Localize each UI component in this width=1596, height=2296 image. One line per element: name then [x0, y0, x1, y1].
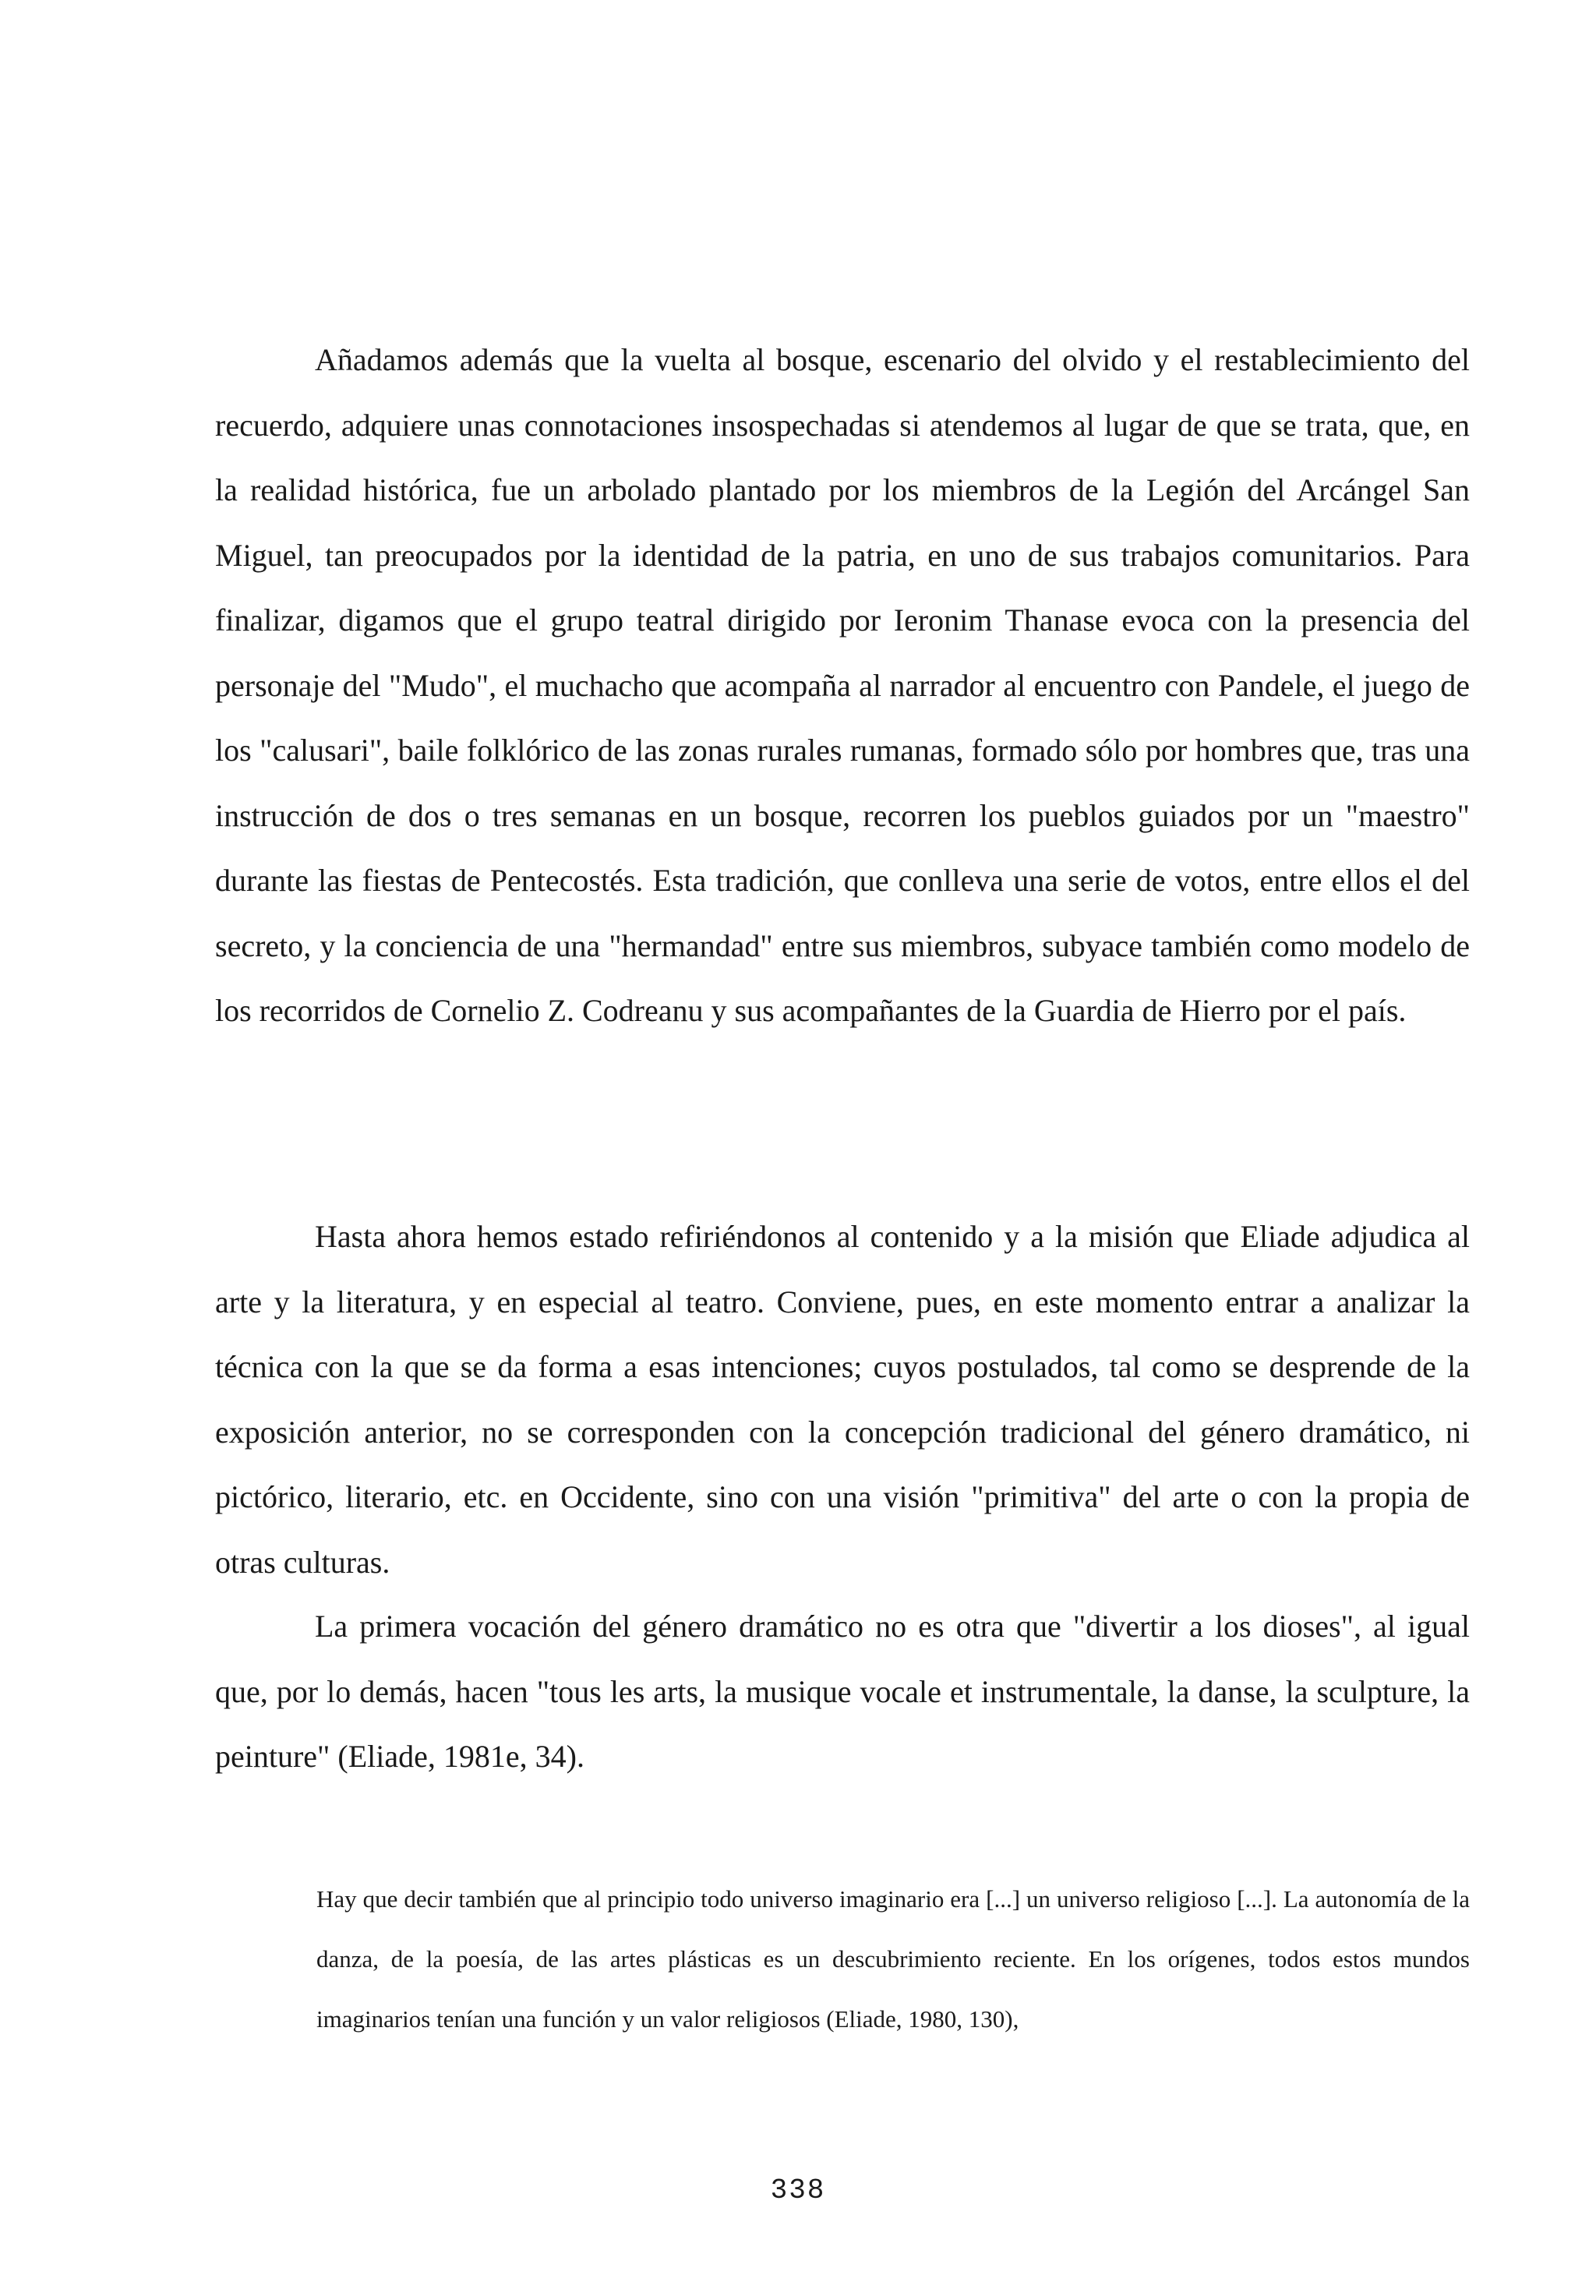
body-paragraph-1: Añadamos además que la vuelta al bosque, escenario del olvido y el restablecimiento del recuerdo, adquiere unas connotaciones insospechadas si atendemos al lugar de que se trata, que, en la realidad histórica, fue un arbolado plantado por los miembros de la Legión del Arcángel San Miguel, tan preocupados por la identidad de la patria, en uno de sus trabajos comunitarios. Para finalizar, digamos que el grupo teatral dirigido por Ieronim Thanase evoca con la presencia del personaje del "Mudo", el muchacho que acompaña al narrador al encuentro con Pandele, el juego de los "calusari", baile folklórico de las zonas rurales rumanas, formado sólo por hombres que, tras una instrucción de dos o tres semanas en un bosque, recorren los pueblos guiados por un "maestro" durante las fiestas de Pentecostés. Esta tradición, que conlleva una serie de votos, entre ellos el del secreto, y la conciencia de una "hermandad" entre sus miembros, subyace también como modelo de los recorridos de Cornelio Z. Codreanu y sus acompañantes de la Guardia de Hierro por el país. — [215, 342, 1470, 1028]
body-paragraph-3: La primera vocación del género dramático no es otra que "divertir a los dioses", al igual que, por lo demás, hacen "tous les arts, la musique vocale et instrumentale, la danse, la sculpture, la peinture" (Eliade, 1981e, 34). — [215, 1609, 1470, 1774]
block-quote: Hay que decir también que al principio todo universo imaginario era [...] un universo religioso [...]. La autonomía de la danza, de la poesía, de las artes plásticas es un descubrimiento reciente. En los orígenes, todos estos mundos imaginarios tenían una función y un valor religiosos (Eliade, 1980, 130), — [316, 1885, 1470, 2033]
page-number: 338 — [770, 2174, 826, 2206]
body-paragraph-2: Hasta ahora hemos estado refiriéndonos al contenido y a la misión que Eliade adjudica al arte y la literatura, y en especial al teatro. Conviene, pues, en este momento entrar a analizar la técnica con la que se da forma a esas intenciones; cuyos postulados, tal como se desprende de la exposición anterior, no se corresponden con la concepción tradicional del género dramático, ni pictórico, literario, etc. en Occidente, sino con una visión "primitiva" del arte o con la propia de otras culturas. — [215, 1219, 1470, 1580]
